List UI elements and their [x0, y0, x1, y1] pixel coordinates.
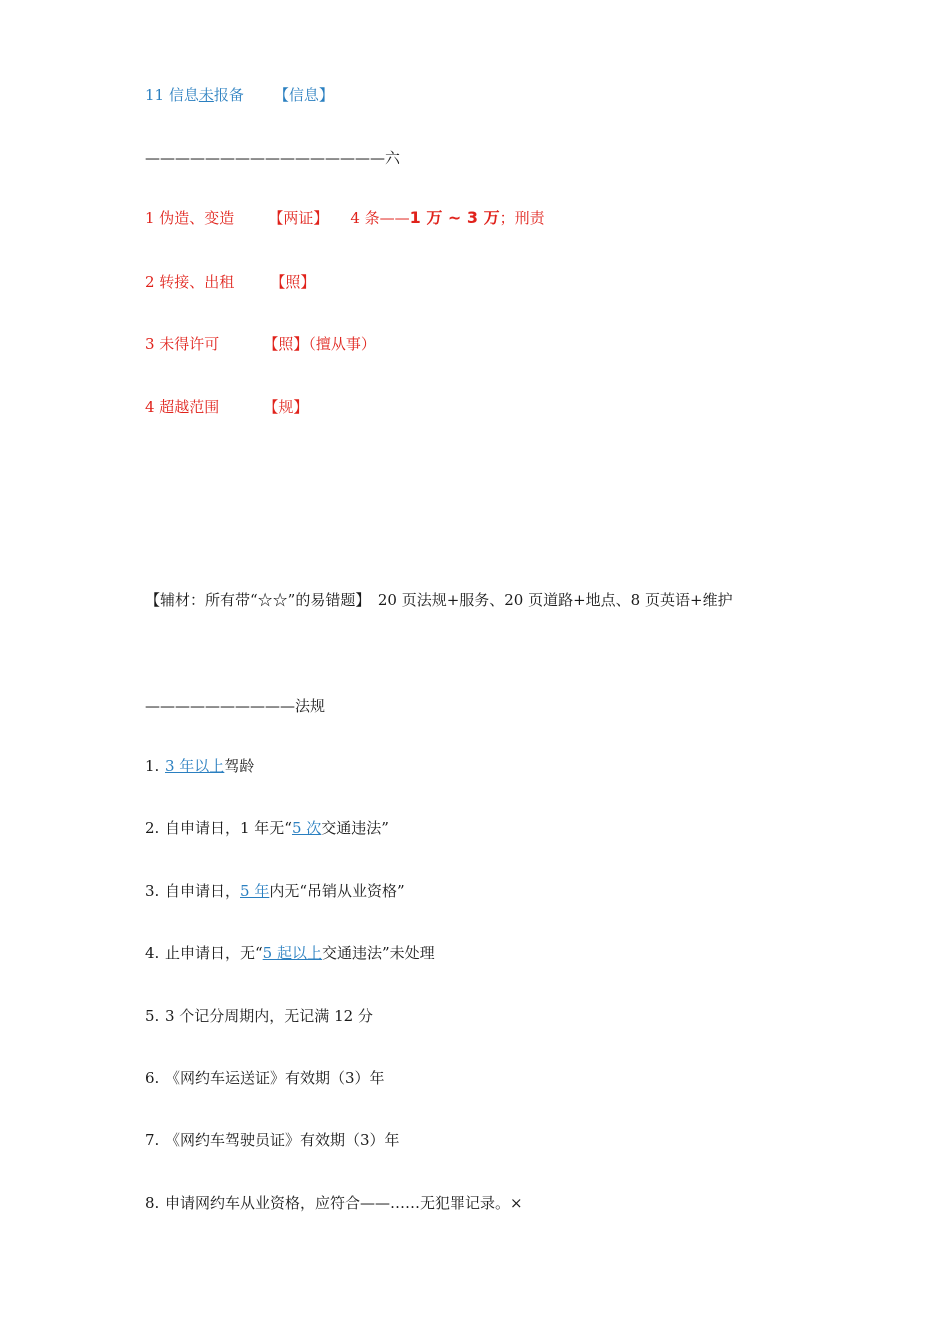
- list-item-link[interactable]: 3 年以上: [165, 757, 225, 775]
- section-divider-six: ————————————————六: [145, 149, 401, 167]
- list-item: [145, 943, 435, 963]
- item-11-tag: 【信息】: [273, 86, 334, 104]
- list-item-number: 6.: [145, 1069, 160, 1087]
- list-item-text: 自申请日，1 年无“: [165, 819, 292, 837]
- rule-item-1-tag: 【两证】: [268, 209, 329, 227]
- list-item-text: 《网约车运送证》有效期（3）年: [165, 1069, 385, 1087]
- rule-item-1: [145, 208, 545, 228]
- list-item-number: 4.: [145, 944, 160, 962]
- rule-item-4: [145, 397, 308, 417]
- rule-item-1-text: 1 伪造、变造: [145, 209, 235, 227]
- list-item-number: 3.: [145, 882, 160, 900]
- list-item-text: 内无“吊销从业资格”: [269, 882, 405, 900]
- list-item: [145, 818, 389, 838]
- list-item-number: 5.: [145, 1007, 160, 1025]
- item-11-underlined: 未: [198, 86, 214, 104]
- list-item-text: 驾龄: [224, 757, 255, 775]
- list-item: [145, 1006, 373, 1026]
- item-11-text-b: 报备: [213, 86, 244, 104]
- list-item-link[interactable]: 5 年: [240, 882, 270, 900]
- list-item-text: 交通违法”未处理: [321, 944, 435, 962]
- list-item-text: 交通违法”: [321, 819, 389, 837]
- list-item-number: 8.: [145, 1194, 160, 1212]
- rule-item-1-fine: 1 万 ~ 3 万: [409, 208, 500, 227]
- list-item-number: 2.: [145, 819, 160, 837]
- rule-item-3-tag: 【照】（擅从事）: [263, 335, 376, 353]
- list-item-link[interactable]: 5 次: [291, 819, 322, 837]
- list-item-number: 7.: [145, 1131, 160, 1149]
- rule-item-2-text: 2 转接、出租: [145, 273, 235, 291]
- list-item-text: 自申请日，: [165, 882, 241, 900]
- aux-materials-note: 【辅材：所有带“☆☆”的易错题】 20 页法规+服务、20 页道路+地点、8 页英语+维护: [145, 591, 733, 609]
- list-item: [145, 1130, 400, 1150]
- list-item-text: 3 个记分周期内，无记满 12 分: [165, 1007, 373, 1025]
- rule-item-2: [145, 272, 315, 292]
- list-item-text: 《网约车驾驶员证》有效期（3）年: [165, 1131, 400, 1149]
- rule-item-1-penalty-b: ；刑责: [499, 209, 545, 227]
- list-item-text: 申请网约车从业资格，应符合——……无犯罪记录。×: [165, 1194, 523, 1212]
- rule-item-3: [145, 334, 376, 354]
- item-11-text-a: 11 信息: [145, 86, 199, 104]
- list-item-text: 止申请日，无“: [165, 944, 263, 962]
- list-item: [145, 881, 405, 901]
- section-divider-law: ——————————法规: [145, 697, 326, 715]
- rule-item-4-tag: 【规】: [263, 398, 309, 416]
- rule-item-3-text: 3 未得许可: [145, 335, 220, 353]
- list-item-link[interactable]: 5 起以上: [262, 944, 322, 962]
- rule-item-4-text: 4 超越范围: [145, 398, 220, 416]
- list-item: [145, 756, 254, 776]
- item-11: [145, 85, 334, 105]
- list-item: [145, 1193, 523, 1213]
- list-item: [145, 1068, 385, 1088]
- rule-item-2-tag: 【照】: [270, 273, 316, 291]
- rule-item-1-penalty-a: 4 条——: [350, 209, 410, 227]
- list-item-number: 1.: [145, 757, 160, 775]
